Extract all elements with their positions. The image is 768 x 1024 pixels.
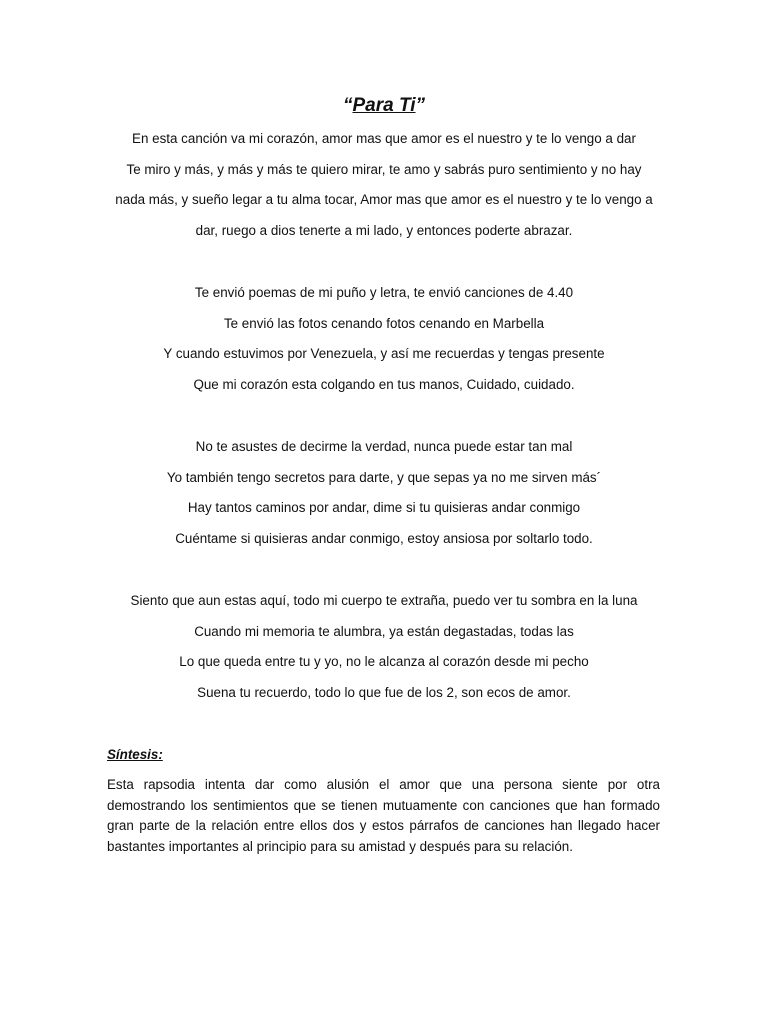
stanza-line: Lo que queda entre tu y yo, no le alcanza al corazón desde mi pecho <box>179 654 589 670</box>
stanza-4 <box>100 586 668 709</box>
stanza-line: Que mi corazón esta colgando en tus manos, Cuidado, cuidado. <box>193 377 575 393</box>
stanza-line: No te asustes de decirme la verdad, nunca puede estar tan mal <box>195 439 573 454</box>
stanza-line: Cuéntame si quisieras andar conmigo, estoy ansiosa por soltarlo todo. <box>175 531 593 547</box>
stanza-line: Te miro y más, y más y más te quiero mirar, te amo y sabrás puro sentimiento y no hay <box>126 161 642 177</box>
synthesis-paragraph: Esta rapsodia intenta dar como alusión el amor que una persona siente por otra demostrando los sentimientos que se tienen mutuamente con canciones que han formado gran parte de la relación entre ellos dos y estos párrafos de canciones han llegado hacer bastantes importantes al principio para su amistad y después para su relación. <box>107 777 660 854</box>
song-title <box>0 94 768 118</box>
stanza-line: Cuando mi memoria te alumbra, ya están degastadas, todas las <box>194 623 574 639</box>
stanza-3 <box>100 432 668 555</box>
stanza-1 <box>100 124 668 247</box>
stanza-line: Te envió poemas de mi puño y letra, te envió canciones de 4.40 <box>194 285 574 300</box>
stanza-line: Siento que aun estas aquí, todo mi cuerpo te extraña, puedo ver tu sombra en la luna <box>130 593 638 608</box>
title-text: Para Ti <box>352 95 416 116</box>
stanza-line: Te envió las fotos cenando fotos cenando en Marbella <box>223 315 545 331</box>
title-close-quote: ” <box>415 95 426 116</box>
stanza-line: Y cuando estuvimos por Venezuela, y así me recuerdas y tengas presente <box>163 346 605 362</box>
stanza-line: dar, ruego a dios tenerte a mi lado, y entonces poderte abrazar. <box>195 223 573 239</box>
stanza-line: nada más, y sueño legar a tu alma tocar, Amor mas que amor es el nuestro y te lo vengo a <box>115 192 653 208</box>
stanza-line: Suena tu recuerdo, todo lo que fue de los 2, son ecos de amor. <box>197 685 571 701</box>
stanza-2 <box>100 278 668 401</box>
synthesis-heading: Síntesis: <box>107 747 163 762</box>
stanza-line: Hay tantos caminos por andar, dime si tu quisieras andar conmigo <box>187 500 581 516</box>
stanza-line: Yo también tengo secretos para darte, y que sepas ya no me sirven más´ <box>166 469 602 485</box>
title-open-quote: “ <box>342 95 353 116</box>
stanza-line: En esta canción va mi corazón, amor mas que amor es el nuestro y te lo vengo a dar <box>132 131 636 146</box>
